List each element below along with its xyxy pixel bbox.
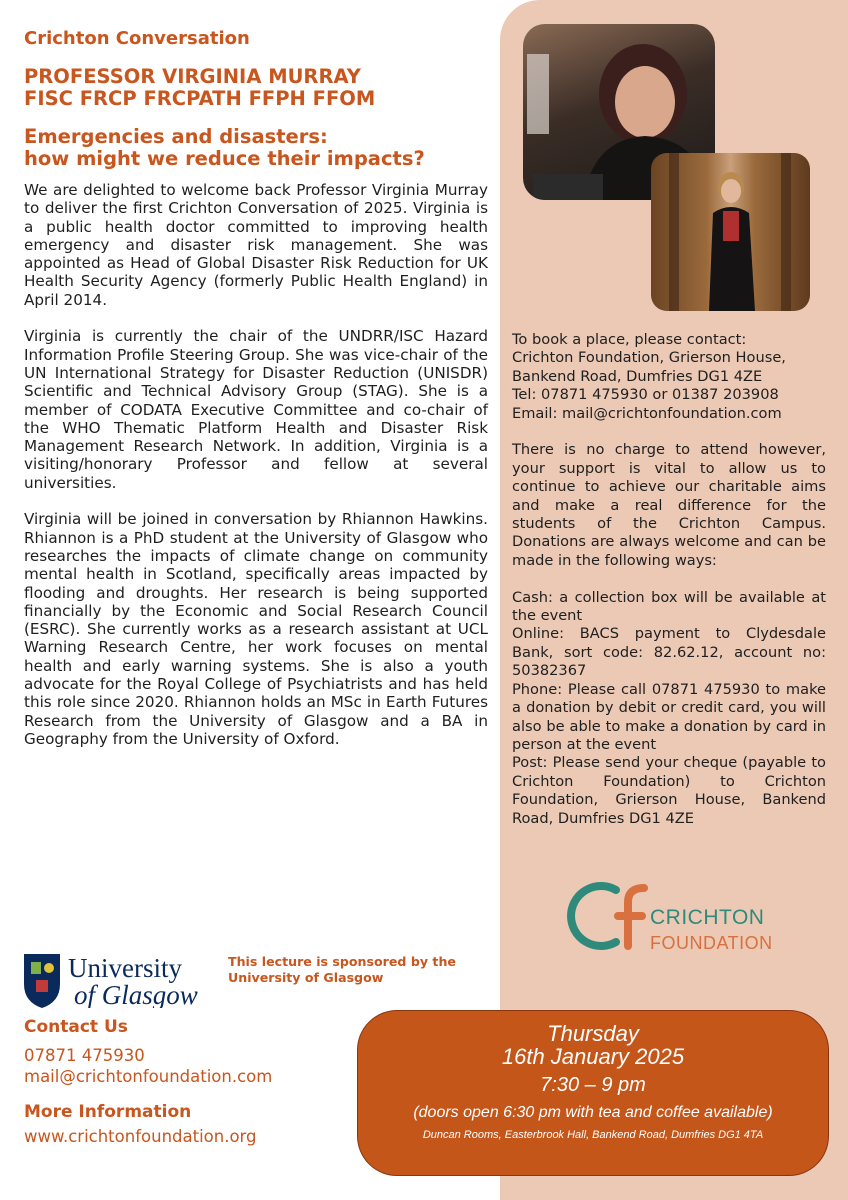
event-time: 7:30 – 9 pm (540, 1074, 646, 1096)
donation-online: Online: BACS payment to Clydesdale Bank, sort code: 82.62.12, account no: 50382367 (512, 625, 826, 680)
bio-paragraph: Virginia will be joined in conversation by Rhiannon Hawkins. Rhiannon is a PhD student at the University of Glasgow who researches the impacts of climate change on community mental health in Scotland, specifically areas impacted by flooding and droughts. Her research is being supported financially by the Economic and Social Research Council (ESRC). She currently works as a research assistant at UCL Warning Research Centre, her work focuses on mental health and early warning systems. She is also a youth advocate for the Royal College of Psychiatrists and has held this role since 2020. Rhiannon holds an MSc in Earth Futures Research from the University of Glasgow and a BA in Geography from the University of Oxford. (24, 510, 488, 748)
series-title: Crichton Conversation (24, 28, 250, 49)
uofg-name-line2: of Glasgow (74, 980, 198, 1008)
contact-email[interactable]: mail@crichtonfoundation.com (24, 1067, 273, 1086)
booking-info (512, 331, 826, 828)
cf-logo-name-line2: FOUNDATION (650, 933, 773, 953)
talk-title-line2: how might we reduce their impacts? (24, 147, 425, 170)
talk-title (24, 126, 484, 170)
bio-paragraph: We are delighted to welcome back Professor Virginia Murray to deliver the first Crichton Conversation of 2025. Virginia is a public health doctor committed to improving health emergency and disaster risk management. She was appointed as Head of Global Disaster Risk Reduction for UK Health Security Agency (formerly Public Health England) in April 2014. (24, 181, 488, 309)
donation-phone: Phone: Please call 07871 475930 to make a donation by debit or credit card, you will also be able to make a donation by card in person at the event (512, 680, 826, 753)
uofg-name-line1: University (68, 953, 182, 983)
cf-logo-name-line1: CRICHTON (650, 906, 765, 929)
cf-logo-c (571, 886, 616, 946)
sponsor-note (228, 954, 478, 986)
donation-methods (512, 589, 826, 828)
contact-phone[interactable]: 07871 475930 (24, 1046, 145, 1065)
bio-paragraph: Virginia is currently the chair of the UNDRR/ISC Hazard Information Profile Steering Group. She was vice-chair of the UN International Strategy for Disaster Reduction (UNISDR) Scientific and Technical Advisory Group (STAG). She is a member of CODATA Executive Committee and co-chair of the WHO Thematic Platform Health and Disaster Risk Management Research Network. In addition, Virginia is a visiting/honorary Professor and fellow at several universities. (24, 327, 488, 492)
crichton-foundation-logo (566, 880, 786, 956)
contact-heading: Contact Us (24, 1017, 128, 1037)
biography (24, 181, 488, 767)
cf-logo-mark (566, 880, 786, 956)
sponsor-line1: This lecture is sponsored by the (228, 954, 456, 969)
talk-title-line1: Emergencies and disasters: (24, 125, 328, 148)
event-details (357, 1010, 829, 1176)
uofg-logo-mark (22, 950, 208, 1008)
event-venue: Duncan Rooms, Easterbrook Hall, Bankend Road, Dumfries DG1 4TA (422, 1129, 764, 1141)
event-day: Thursday (547, 1021, 639, 1046)
donation-intro: There is no charge to attend however, your support is vital to allow us to continue to achieve our charitable aims and make a real difference for the students of the Crichton Campus. Donations are always welcome and can be made in the following ways: (512, 441, 826, 569)
website-link[interactable]: www.crichtonfoundation.org (24, 1127, 257, 1146)
guest-photo (651, 153, 810, 311)
donation-cash: Cash: a collection box will be available at the event (512, 588, 826, 625)
speaker-credentials: FISC FRCP FRCPATH FFPH FFOM (24, 87, 376, 110)
guest-photo-illustration (651, 153, 810, 311)
event-date: 16th January 2025 (501, 1044, 685, 1069)
booking-email[interactable]: Email: mail@crichtonfoundation.com (512, 404, 782, 422)
event-doors-note: (doors open 6:30 pm with tea and coffee available) (413, 1104, 773, 1121)
university-of-glasgow-logo (22, 950, 208, 1008)
donation-post: Post: Please send your cheque (payable to Crichton Foundation) to Crichton Foundation, Grierson House, Bankend Road, Dumfries DG1 4ZE (512, 754, 826, 827)
sponsor-line2: University of Glasgow (228, 970, 384, 985)
booking-telephone: Tel: 07871 475930 or 01387 203908 (512, 386, 779, 404)
booking-org: Crichton Foundation, Grierson House, (512, 349, 786, 367)
speaker-name-line1: PROFESSOR VIRGINIA MURRAY (24, 65, 361, 88)
speaker-name (24, 66, 484, 110)
more-info-heading: More Information (24, 1102, 192, 1122)
booking-intro: To book a place, please contact: (512, 331, 747, 348)
booking-address: Bankend Road, Dumfries DG1 4ZE (512, 367, 763, 385)
booking-contact (512, 331, 826, 423)
